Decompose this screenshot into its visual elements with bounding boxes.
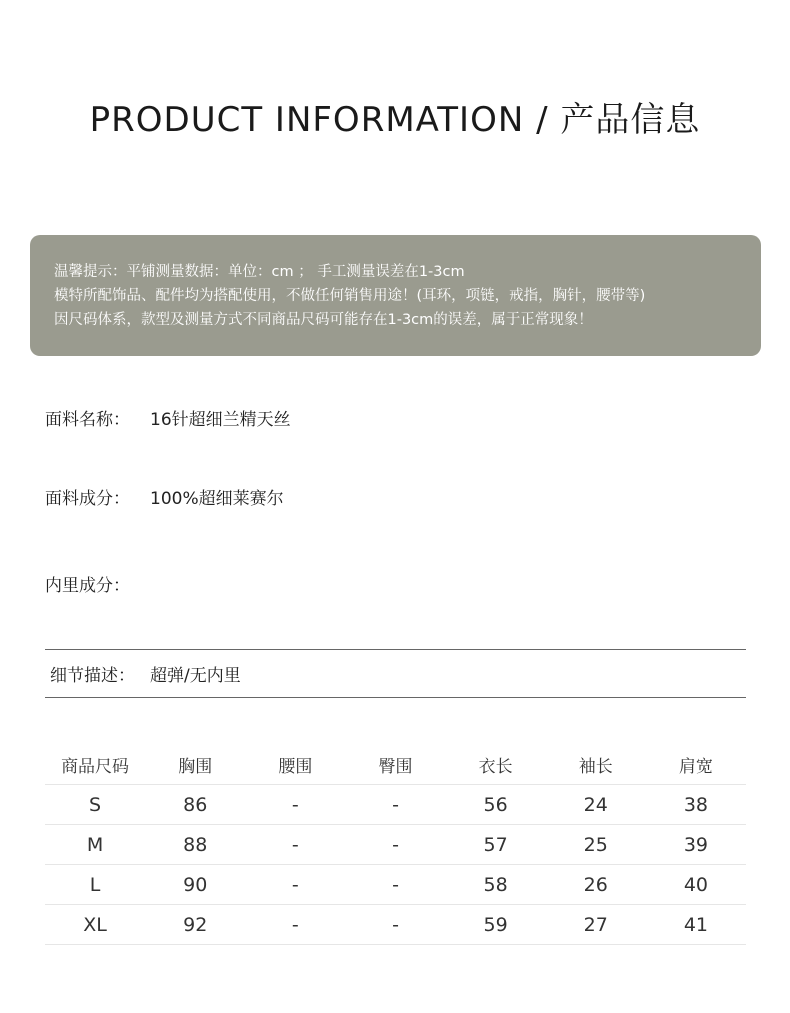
table-cell: - [245,865,345,905]
size-table-header [45,744,746,785]
table-cell: - [345,905,445,945]
table-cell: S [45,785,145,825]
table-cell: 40 [646,865,746,905]
table-cell: 24 [546,785,646,825]
divider-top [45,649,746,650]
table-row [45,865,746,905]
divider-bottom [45,697,746,698]
table-cell: 56 [446,785,546,825]
header-size: 商品尺码 [45,744,145,785]
fabric-name-value: 16针超细兰精天丝 [150,410,291,430]
detail-label: 细节描述： [50,666,135,686]
table-cell: 26 [546,865,646,905]
table-row [45,905,746,945]
fabric-name-label: 面料名称： [45,410,130,430]
table-row [45,825,746,865]
table-cell: 57 [446,825,546,865]
fabric-composition-label: 面料成分： [45,489,130,509]
lining-composition-row [45,571,150,596]
table-cell: - [345,825,445,865]
header-sleeve: 袖长 [546,744,646,785]
table-cell: 86 [145,785,245,825]
table-cell: 59 [446,905,546,945]
notice-line: 温馨提示：平铺测量数据：单位：cm ； 手工测量误差在1-3cm [54,264,465,280]
table-cell: - [245,905,345,945]
table-cell: - [345,785,445,825]
header-shoulder: 肩宽 [646,744,746,785]
table-cell: L [45,865,145,905]
table-cell: 41 [646,905,746,945]
table-cell: 27 [546,905,646,945]
header-hip: 臀围 [345,744,445,785]
table-cell: - [245,785,345,825]
table-cell: 92 [145,905,245,945]
lining-composition-label: 内里成分： [45,576,130,596]
table-cell: 88 [145,825,245,865]
detail-row [50,661,241,686]
fabric-name-row [45,405,291,430]
table-cell: 90 [145,865,245,905]
table-cell: 25 [546,825,646,865]
header-length: 衣长 [446,744,546,785]
table-cell: 38 [646,785,746,825]
table-cell: - [245,825,345,865]
fabric-composition-row [45,484,284,509]
table-cell: 58 [446,865,546,905]
table-cell: - [345,865,445,905]
table-cell: XL [45,905,145,945]
header-chest: 胸围 [145,744,245,785]
size-table [45,744,746,945]
fabric-composition-value: 100%超细莱赛尔 [150,489,284,509]
table-row [45,785,746,825]
notice-box [30,235,761,356]
detail-value: 超弹/无内里 [150,666,241,686]
notice-line: 因尺码体系，款型及测量方式不同商品尺码可能存在1-3cm的误差，属于正常现象！ [54,312,593,328]
table-cell: M [45,825,145,865]
page-title: PRODUCT INFORMATION / 产品信息 [89,100,701,140]
table-cell: 39 [646,825,746,865]
notice-line: 模特所配饰品、配件均为搭配使用，不做任何销售用途！(耳环，项链，戒指，胸针，腰带等) [54,288,646,304]
header-waist: 腰围 [245,744,345,785]
